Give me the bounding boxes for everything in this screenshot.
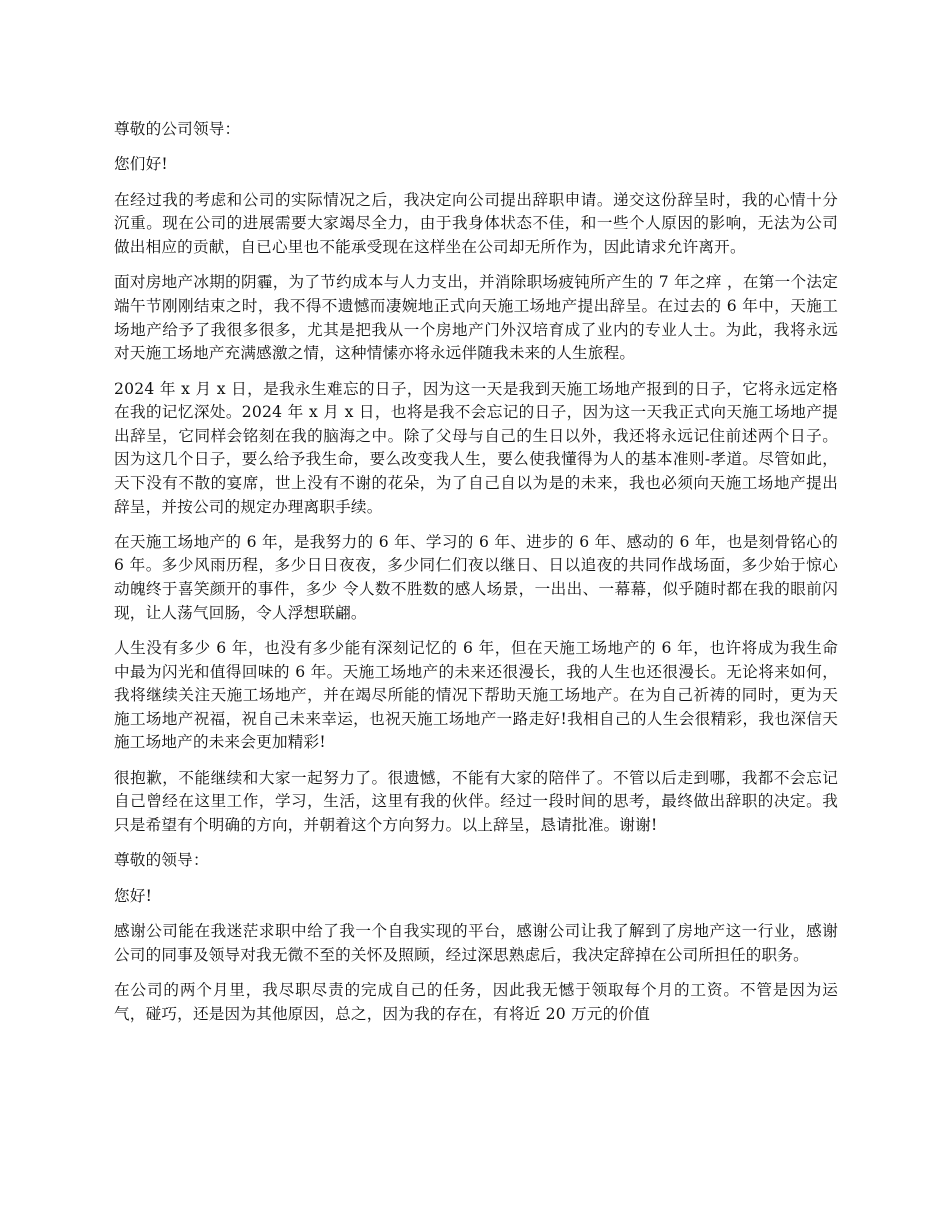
body-paragraph: 在公司的两个月里，我尽职尽责的完成自己的任务，因此我无憾于领取每个月的工资。不管是因为运气，碰巧，还是因为其他原因，总之，因为我的存在，有将近 20 万元的价值 <box>114 981 838 1023</box>
body-paragraph: 感谢公司能在我迷茫求职中给了我一个自我实现的平台，感谢公司让我了解到了房地产这一行业，感谢公司的同事及领导对我无微不至的关怀及照顾，经过深思熟虑后，我决定辞掉在公司所担任的职务。 <box>114 922 838 964</box>
salutation: 尊敬的公司领导： <box>114 120 241 138</box>
body-paragraph: 在经过我的考虑和公司的实际情况之后，我决定向公司提出辞职申请。递交这份辞呈时，我的心情十分沉重。现在公司的进展需要大家竭尽全力，由于我身体状态不佳，和一些个人原因的影响，无法为公司做出相应的贡献，自已心里也不能承受现在这样坐在公司却无所作为，因此请求允许离开。 <box>114 190 838 256</box>
greeting: 您们好! <box>114 155 168 174</box>
document-body <box>114 118 838 1038</box>
body-paragraph: 人生没有多少 6 年，也没有多少能有深刻记忆的 6 年，但在天施工场地产的 6 年，也许将成为我生命中最为闪光和值得回味的 6 年。天施工场地产的未来还很漫长，我的人生也还很漫长。无论将来如何，我将继续关注天施工场地产，并在竭尽所能的情况下帮助天施工场地产。在为自己祈祷的同时，更为天施工场地产祝福，祝自己未来幸运，也祝天施工场地产一路走好!我相自己的人生会很精彩，我也深信天施工场地产的未来会更加精彩! <box>114 639 838 752</box>
salutation: 尊敬的领导： <box>114 851 209 870</box>
body-paragraph: 2024 年 x 月 x 日，是我永生难忘的日子，因为这一天是我到天施工场地产报到的日子，它将永远定格在我的记忆深处。2024 年 x 月 x 日，也将是我不会忘记的日子，因为这一天我正式向天施工场地产提出辞呈，它同样会铭刻在我的脑海之中。除了父母与自己的生日以外，我还将永远记住前述两个日子。因为这几个日子，要么给予我生命，要么改变我人生，要么使我懂得为人的基本准则-孝道。尽管如此，天下没有不散的宴席，世上没有不谢的花朵，为了自己自以为是的未来，我也必须向天施工场地产提出辞呈，并按公司的规定办理离职手续。 <box>114 379 838 516</box>
body-paragraph: 很抱歉，不能继续和大家一起努力了。很遗憾，不能有大家的陪伴了。不管以后走到哪，我都不会忘记自己曾经在这里工作，学习，生活，这里有我的伙伴。经过一段时间的思考，最终做出辞职的决定。我只是希望有个明确的方向，并朝着这个方向努力。以上辞呈，恳请批准。谢谢! <box>114 768 838 835</box>
body-paragraph: 面对房地产冰期的阴霾，为了节约成本与人力支出，并消除职场疲钝所产生的 7 年之痒 ，在第一个法定端午节刚刚结束之时，我不得不遗憾而凄婉地正式向天施工场地产提出辞呈。在过去的 6 年中，天施工场地产给予了我很多很多，尤其是把我从一个房地产门外汉培育成了业内的专业人士。为此，我将永远对天施工场地产充满感激之情，这种情愫亦将永远伴随我未来的人生旅程。 <box>114 273 838 363</box>
body-paragraph: 在天施工场地产的 6 年，是我努力的 6 年、学习的 6 年、进步的 6 年、感动的 6 年，也是刻骨铭心的 6 年。多少风雨历程，多少日日夜夜，多少同仁们夜以继日、日以追夜的共同作战场面，多少始于惊心动魄终于喜笑颜开的事件，多少 令人数不胜数的感人场景，一出出、一幕幕，似乎随时都在我的眼前闪现，让人荡气回肠，令人浮想联翩。 <box>114 532 838 622</box>
greeting: 您好! <box>114 886 153 905</box>
